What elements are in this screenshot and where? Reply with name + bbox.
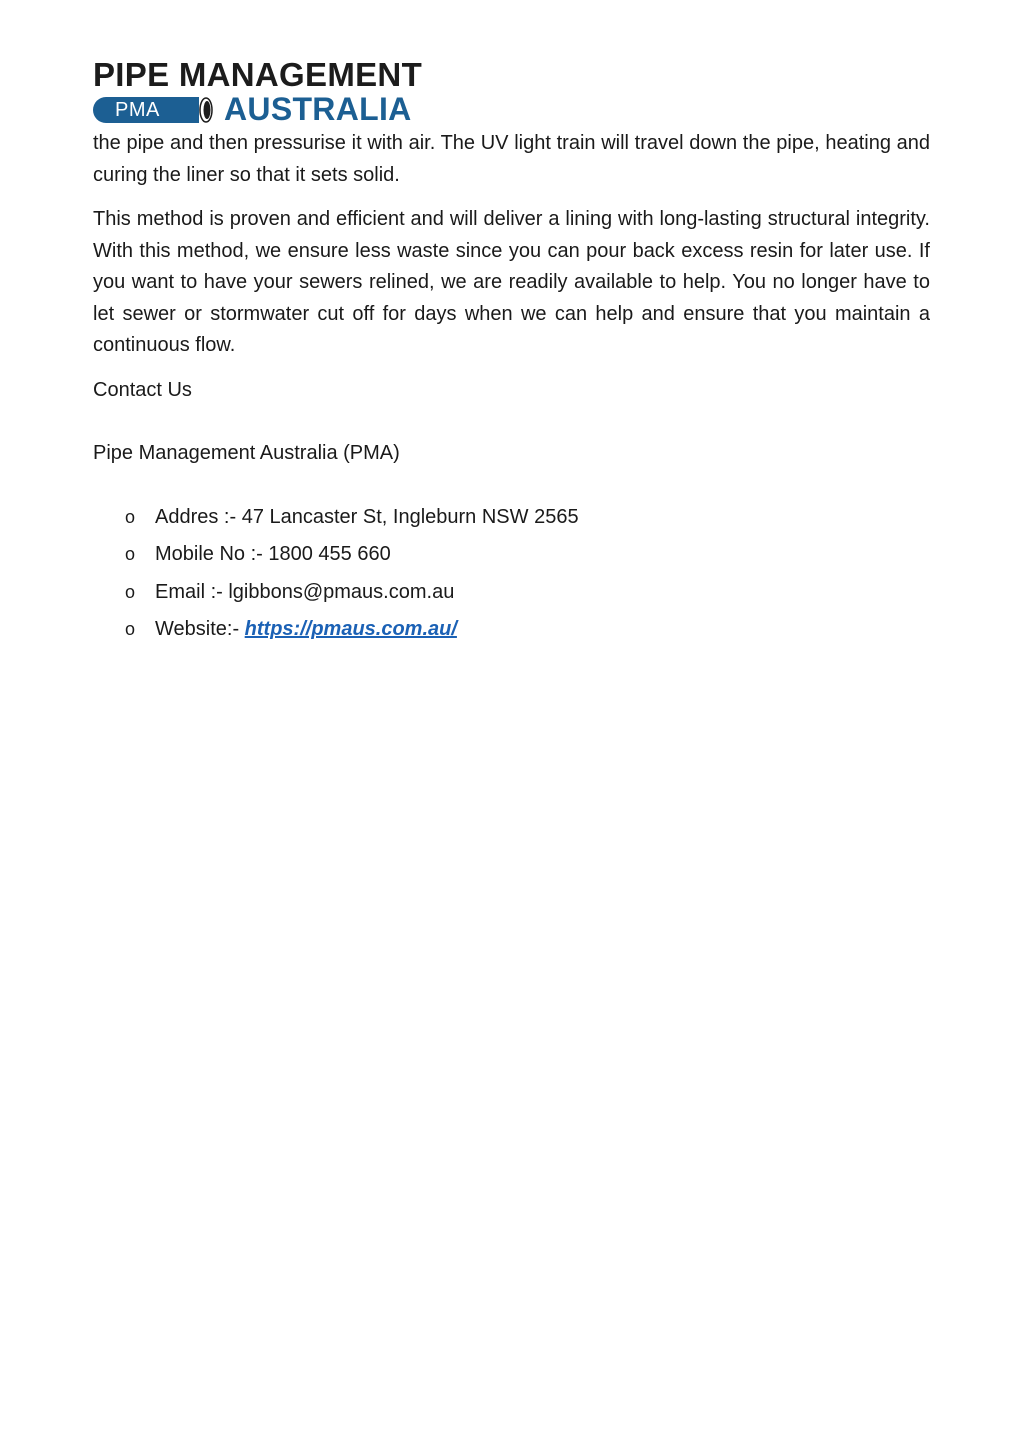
logo-pill-text: PMA [115,99,160,121]
bullet-icon: o [125,581,136,602]
logo-line1: PIPE MANAGEMENT [93,56,423,93]
body-paragraph-2: This method is proven and efficient and will deliver a lining with long-lasting structural integrity. With this method, we ensure less waste since you can pour back excess resin for later use. If you want to have your sewers relined, we are readily available to help. You no longer have to let sewer or stormwater cut off for days when we can help and ensure that you maintain a continuous flow. [93,208,930,356]
website-link[interactable]: https://pmaus.com.au/ [244,618,457,640]
contact-item-mobile [125,536,930,574]
contact-heading: Contact Us [93,378,192,401]
company-logo [93,58,433,128]
document-body [93,128,930,649]
company-name: Pipe Management Australia (PMA) [93,442,400,464]
logo-line2: AUSTRALIA [224,91,412,127]
contact-item-address [125,499,930,537]
contact-item-email [125,574,930,612]
pipe-end-icon [199,97,213,123]
bullet-icon: o [125,506,136,527]
bullet-icon: o [125,544,136,564]
logo-pill-badge [93,97,199,123]
body-paragraph-1: the pipe and then pressurise it with air. The UV light train will travel down the pipe, heating and curing the liner so that it sets solid. [93,132,930,186]
contact-list [93,499,930,649]
website-prefix: Website:- [155,618,245,640]
mobile-text: Mobile No :- 1800 455 660 [155,543,391,565]
contact-item-website [125,611,930,649]
bullet-icon: o [125,619,136,639]
address-text: Addres :- 47 Lancaster St, Ingleburn NSW 2565 [155,505,579,528]
email-text: Email :- lgibbons@pmaus.com.au [155,580,455,603]
